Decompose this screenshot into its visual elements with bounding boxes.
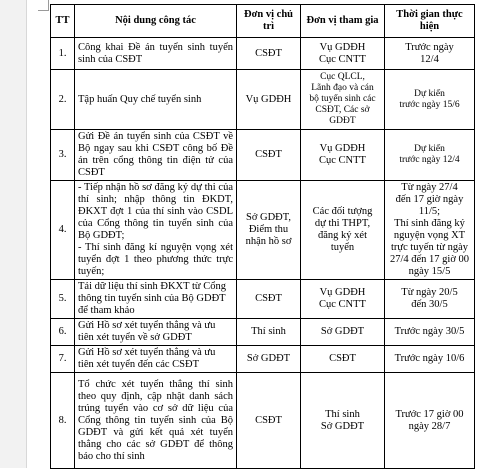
row-lead: Sở GDĐT, Điểm thu nhận hồ sơ — [237, 181, 301, 280]
schedule-table — [50, 4, 475, 469]
row-lead: CSĐT — [237, 38, 301, 70]
row-participants: Vụ GDĐH Cục CNTT — [301, 280, 385, 319]
table-row — [51, 280, 475, 319]
row-lead: Sở GDĐT — [237, 346, 301, 373]
header-time: Thời gian thực hiện — [385, 5, 475, 38]
row-participants: Các đối tượng dự thi THPT, đăng ký xét tuyển — [301, 181, 385, 280]
document-margin — [0, 0, 27, 468]
table-row — [51, 319, 475, 346]
row-number: 6. — [51, 319, 75, 346]
row-participants: Cục QLCL, Lãnh đạo và cán bộ tuyển sinh các CSĐT, Các sở GDĐT — [301, 70, 385, 130]
row-participants: Vụ GDĐH Cục CNTT — [301, 130, 385, 181]
header-lead: Đơn vị chủ trì — [237, 5, 301, 38]
row-number: 5. — [51, 280, 75, 319]
page-corner-mark — [38, 0, 49, 11]
row-number: 4. — [51, 181, 75, 280]
table-row — [51, 346, 475, 373]
row-time: Trước ngày 10/6 — [385, 346, 475, 373]
row-number: 8. — [51, 373, 75, 469]
row-participants: CSĐT — [301, 346, 385, 373]
row-number: 2. — [51, 70, 75, 130]
row-lead: Vụ GDĐH — [237, 70, 301, 130]
row-time: Từ ngày 20/5 đến 30/5 — [385, 280, 475, 319]
header-participants: Đơn vị tham gia — [301, 5, 385, 38]
row-lead: CSĐT — [237, 280, 301, 319]
table-row — [51, 373, 475, 469]
row-time: Dự kiến trước ngày 12/4 — [385, 130, 475, 181]
row-participants: Thí sinh Sở GDĐT — [301, 373, 385, 469]
header-tt: TT — [51, 5, 75, 38]
table-row — [51, 70, 475, 130]
row-participants: Sở GDĐT — [301, 319, 385, 346]
row-content: Công khai Đề án tuyển sinh tuyển sinh của CSĐT — [75, 38, 237, 70]
row-time: Trước 17 giờ 00 ngày 28/7 — [385, 373, 475, 469]
row-content: Gửi Đề án tuyển sinh của CSĐT về Bộ ngay sau khi CSĐT công bố Đề án trên cổng thông tin điện tử của CSĐT — [75, 130, 237, 181]
row-lead: Thí sinh — [237, 319, 301, 346]
row-lead: CSĐT — [237, 130, 301, 181]
table-row — [51, 181, 475, 280]
table-row — [51, 130, 475, 181]
row-content: Gửi Hồ sơ xét tuyển thẳng và ưu tiên xét tuyển đến các CSĐT — [75, 346, 237, 373]
table-header-row — [51, 5, 475, 38]
row-lead: CSĐT — [237, 373, 301, 469]
table-row — [51, 38, 475, 70]
row-time: Trước ngày 12/4 — [385, 38, 475, 70]
row-time: Trước ngày 30/5 — [385, 319, 475, 346]
row-content: Gửi Hồ sơ xét tuyển thẳng và ưu tiên xét tuyển về sở GDĐT — [75, 319, 237, 346]
row-number: 1. — [51, 38, 75, 70]
row-number: 3. — [51, 130, 75, 181]
row-content: Tổ chức xét tuyển thẳng thí sinh theo quy định, cập nhật danh sách trúng tuyển vào cơ sở dữ liệu của Cổng thông tin tuyển sinh của Bộ GDĐT và gửi kết quả xét tuyển thẳng cho các sở GDĐT để thông báo cho thí sinh — [75, 373, 237, 469]
row-content: Tập huấn Quy chế tuyển sinh — [75, 70, 237, 130]
row-number: 7. — [51, 346, 75, 373]
row-time: Dự kiến trước ngày 15/6 — [385, 70, 475, 130]
row-time: Từ ngày 27/4 đến 17 giờ ngày 11/5; Thí sinh đăng ký nguyện vọng XT trực tuyến từ ngày 27/4 đến 17 giờ 00 ngày 15/5 — [385, 181, 475, 280]
header-content: Nội dung công tác — [75, 5, 237, 38]
row-content: - Tiếp nhận hồ sơ đăng ký dự thi của thí sinh; nhập thông tin ĐKDT, ĐKXT đợt 1 của thí sinh vào CSDL của Cổng thông tin tuyển sinh của Bộ GDĐT; - Thí sinh đăng kí nguyện vọng xét tuyển đợt 1 theo phương thức trực tuyến; — [75, 181, 237, 280]
row-participants: Vụ GDĐH Cục CNTT — [301, 38, 385, 70]
row-content: Tải dữ liệu thí sinh ĐKXT từ Cổng thông tin tuyển sinh của Bộ GDĐT để tham khảo — [75, 280, 237, 319]
